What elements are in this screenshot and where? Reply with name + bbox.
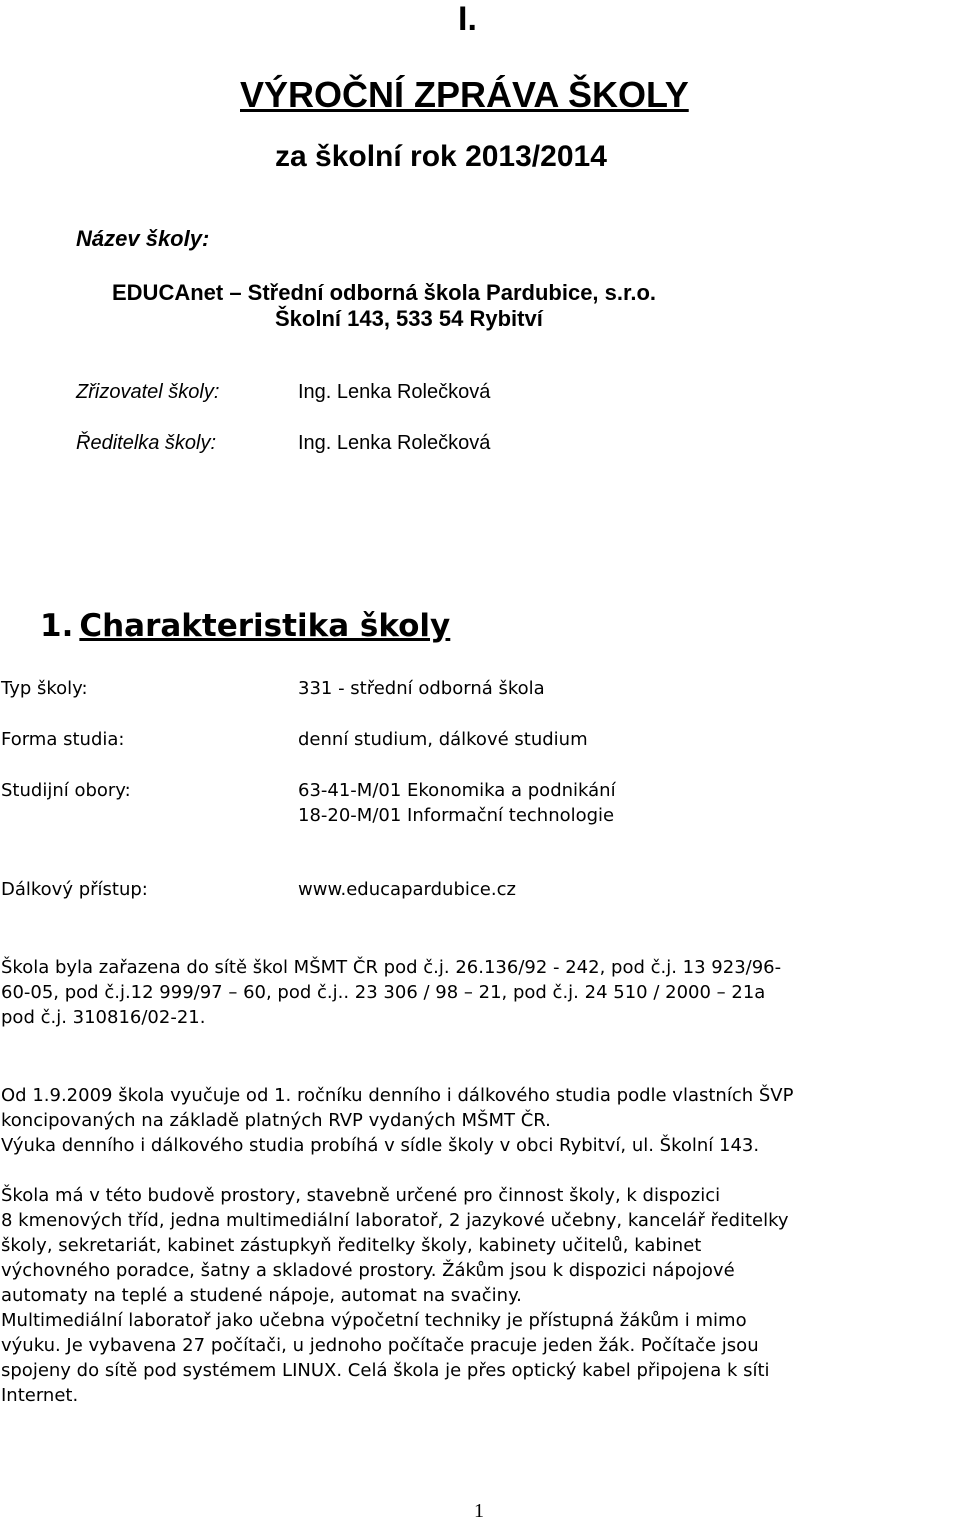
school-type-label: Typ školy: bbox=[1, 678, 88, 699]
section-number: 1. bbox=[40, 608, 74, 644]
chapter-number: I. bbox=[458, 0, 477, 38]
paragraph-line: koncipovaných na základě platných RVP vydaných MŠMT ČR. bbox=[1, 1110, 551, 1131]
paragraph-line: výchovného poradce, šatny a skladové prostory. Žákům jsou k dispozici nápojové bbox=[1, 1260, 735, 1281]
school-type-value: 331 - střední odborná škola bbox=[298, 678, 545, 699]
paragraph-line: Škola má v této budově prostory, stavebně určené pro činnost školy, k dispozici bbox=[1, 1185, 721, 1206]
study-programs-label: Studijní obory: bbox=[1, 780, 131, 801]
paragraph-line: Multimediální laboratoř jako učebna výpočetní techniky je přístupná žákům i mimo bbox=[1, 1310, 747, 1331]
founder-label: Zřizovatel školy: bbox=[76, 381, 220, 403]
report-year: za školní rok 2013/2014 bbox=[275, 140, 607, 173]
founder-value: Ing. Lenka Rolečková bbox=[298, 381, 491, 403]
school-address: Školní 143, 533 54 Rybitví bbox=[275, 306, 543, 331]
study-form-value: denní studium, dálkové studium bbox=[298, 729, 588, 750]
premises-paragraph bbox=[1, 1183, 956, 1308]
paragraph-line: výuku. Je vybavena 27 počítači, u jednoho počítače pracuje jeden žák. Počítače jsou bbox=[1, 1335, 759, 1356]
registry-paragraph bbox=[1, 955, 956, 1030]
report-title: VÝROČNÍ ZPRÁVA ŠKOLY bbox=[240, 74, 689, 115]
paragraph-line: spojeny do sítě pod systémem LINUX. Celá škola je přes optický kabel připojena k síti bbox=[1, 1360, 770, 1381]
school-name: EDUCAnet – Střední odborná škola Pardubice, s.r.o. bbox=[112, 280, 657, 305]
remote-access-label: Dálkový přístup: bbox=[1, 879, 148, 900]
paragraph-line: automaty na teplé a studené nápoje, automat na svačiny. bbox=[1, 1285, 522, 1306]
page-number: 1 bbox=[474, 1500, 484, 1522]
section-title: Charakteristika školy bbox=[79, 608, 451, 644]
paragraph-line: 60-05, pod č.j.12 999/97 – 60, pod č.j.. 23 306 / 98 – 21, pod č.j. 24 510 / 2000 – 21a bbox=[1, 982, 766, 1003]
teaching-paragraph bbox=[1, 1083, 956, 1158]
remote-access-link[interactable]: www.educapardubice.cz bbox=[298, 879, 516, 900]
school-name-label: Název školy: bbox=[76, 226, 210, 251]
paragraph-line: 8 kmenových tříd, jedna multimediální laboratoř, 2 jazykové učebny, kancelář ředitelky bbox=[1, 1210, 789, 1231]
paragraph-line: Škola byla zařazena do sítě škol MŠMT ČR pod č.j. 26.136/92 - 242, pod č.j. 13 923/96- bbox=[1, 957, 782, 978]
study-program-2: 18-20-M/01 Informační technologie bbox=[298, 805, 615, 826]
paragraph-line: pod č.j. 310816/02-21. bbox=[1, 1007, 206, 1028]
director-value: Ing. Lenka Rolečková bbox=[298, 432, 491, 454]
paragraph-line: Výuka denního i dálkového studia probíhá v sídle školy v obci Rybitví, ul. Školní 143. bbox=[1, 1135, 760, 1156]
lab-paragraph bbox=[1, 1308, 956, 1408]
section-heading bbox=[40, 608, 450, 644]
director-label: Ředitelka školy: bbox=[76, 432, 217, 454]
paragraph-line: Od 1.9.2009 škola vyučuje od 1. ročníku denního i dálkového studia podle vlastních ŠVP bbox=[1, 1085, 794, 1106]
study-form-label: Forma studia: bbox=[1, 729, 125, 750]
paragraph-line: školy, sekretariát, kabinet zástupkyň ředitelky školy, kabinety učitelů, kabinet bbox=[1, 1235, 702, 1256]
study-program-1: 63-41-M/01 Ekonomika a podnikání bbox=[298, 780, 616, 801]
paragraph-line: Internet. bbox=[1, 1385, 79, 1406]
